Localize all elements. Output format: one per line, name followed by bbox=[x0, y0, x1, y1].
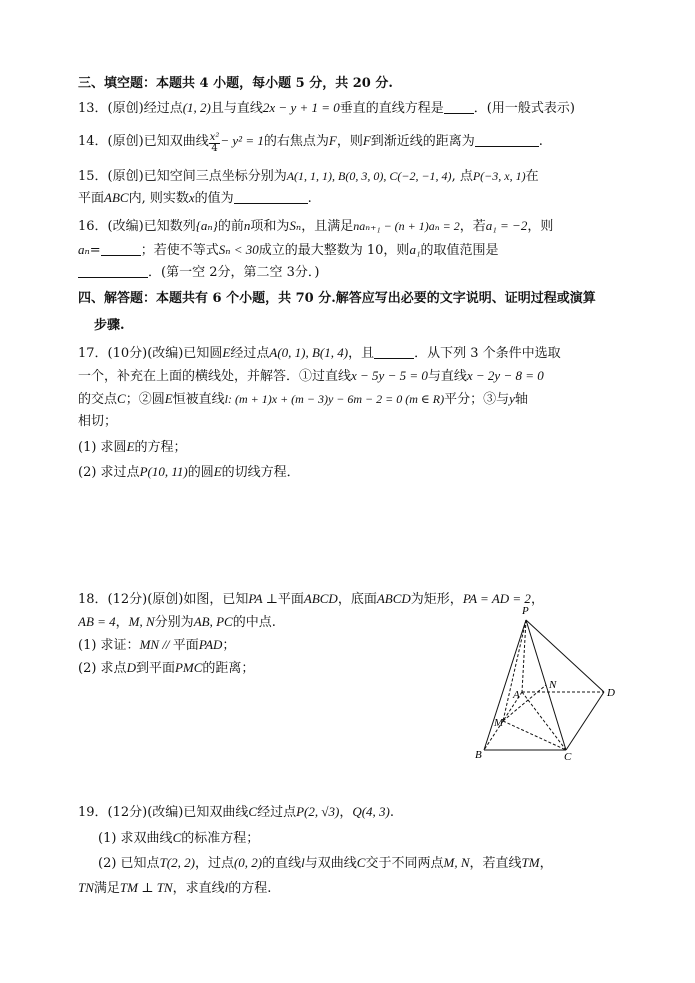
q18-part2-text: 到平面 bbox=[135, 661, 175, 676]
section3-heading-text: 三、填空题：本题共 4 小题，每小题 5 分，共 20 分. bbox=[78, 76, 393, 91]
q18-math: AB, PC bbox=[193, 614, 233, 629]
edge-CD bbox=[566, 692, 604, 750]
q17-text: 轴 bbox=[514, 392, 528, 407]
q17-part1-text: 的方程； bbox=[134, 440, 187, 455]
q18-math: PA = AD = 2 bbox=[462, 591, 531, 606]
q18-number: 18． bbox=[78, 592, 108, 607]
q13-text: 垂直的直线方程是 bbox=[339, 101, 444, 116]
q13-text: 且与直线 bbox=[210, 101, 263, 116]
q19-part2-text: 与双曲线 bbox=[304, 856, 357, 871]
q14-number: 14． bbox=[78, 134, 108, 149]
q17-part2-text: 的切线方程． bbox=[221, 465, 300, 480]
question-18-part2 bbox=[78, 658, 458, 679]
q17-math: y bbox=[509, 391, 515, 406]
question-15-line1 bbox=[78, 166, 638, 187]
q18-math: ABCD bbox=[303, 591, 338, 606]
q17-score: (10分) bbox=[107, 346, 148, 361]
q19-text: 经过点 bbox=[257, 805, 297, 820]
question-14 bbox=[78, 128, 638, 154]
q18-text: 平面 bbox=[277, 592, 304, 607]
q19-part2-text: 的直线 bbox=[262, 856, 302, 871]
q19-part2-text: ， bbox=[539, 856, 553, 871]
q16-text: 的取值范围是 bbox=[420, 243, 499, 258]
q18-text: ，底面 bbox=[337, 592, 377, 607]
q19-part2-math: C bbox=[356, 855, 366, 870]
q14-math: F bbox=[328, 133, 337, 148]
q19-math: C bbox=[248, 804, 258, 819]
q18-tag: (原创) bbox=[147, 592, 184, 607]
q19-part2-text: 满足 bbox=[93, 881, 120, 896]
q19-part2-math: TM bbox=[521, 855, 540, 870]
section4-heading-line2 bbox=[94, 316, 654, 336]
q18-text: ， bbox=[115, 615, 129, 630]
label-C: C bbox=[564, 751, 572, 763]
question-18-part1 bbox=[78, 635, 458, 656]
q19-score: (12分) bbox=[107, 805, 148, 820]
q17-number: 17． bbox=[78, 346, 108, 361]
q17-math: C bbox=[117, 391, 126, 406]
question-17-line3 bbox=[78, 389, 638, 410]
q18-text: ， bbox=[530, 592, 544, 607]
q18-text: 的中点. bbox=[232, 615, 276, 630]
edge-PB bbox=[484, 620, 526, 750]
q17-part2-math: P(10, 11) bbox=[139, 464, 188, 479]
q14-math: − y² = 1 bbox=[220, 133, 264, 148]
q17-text: 已知圆 bbox=[183, 346, 223, 361]
question-17-part1 bbox=[78, 437, 638, 458]
q18-part2-text: 的距离； bbox=[202, 661, 255, 676]
q18-math: M, N bbox=[128, 614, 155, 629]
q18-part2-math: PMC bbox=[174, 660, 203, 675]
pyramid-figure bbox=[470, 600, 630, 765]
q14-fraction bbox=[209, 133, 221, 154]
q17-text: ；②圆 bbox=[125, 392, 165, 407]
q17-text: 一个，补充在上面的横线处，并解答．①过直线 bbox=[78, 369, 352, 384]
question-16-line3 bbox=[78, 263, 638, 283]
q16-text: ．(第一空 2分，第二空 3分．) bbox=[148, 265, 320, 280]
q16-math: Sₙ bbox=[289, 218, 302, 233]
q16-tag: (改编) bbox=[107, 219, 144, 234]
section4-heading-text: 四、解答题：本题共有 6 个小题，共 70 分.解答应写出必要的文字说明、证明过程或演算 bbox=[78, 291, 596, 306]
q16-math: a₁ bbox=[409, 242, 421, 257]
q19-part2-math: l bbox=[224, 880, 229, 895]
q14-text: . bbox=[538, 134, 543, 149]
question-17-line1 bbox=[78, 343, 638, 364]
q16-text: 已知数列 bbox=[143, 219, 196, 234]
q15-text: , 点 bbox=[451, 169, 473, 184]
q19-math: P(2, √3) bbox=[296, 804, 340, 819]
q16-text: ，若 bbox=[459, 219, 486, 234]
q16-answer-blank-1[interactable] bbox=[101, 241, 141, 256]
q18-math: PA ⊥ bbox=[248, 591, 278, 606]
q19-math: Q(4, 3) bbox=[352, 804, 390, 819]
label-A: A bbox=[513, 689, 520, 701]
q17-math: E bbox=[222, 345, 231, 360]
q17-text: 与直线 bbox=[427, 369, 467, 384]
label-B: B bbox=[475, 749, 482, 761]
q16-math: aₙ bbox=[78, 242, 90, 257]
q15-tag: (原创) bbox=[107, 169, 144, 184]
q16-math: Sₙ < 30 bbox=[218, 242, 259, 257]
q19-part2-text: 交于不同两点 bbox=[365, 856, 444, 871]
label-D: D bbox=[607, 687, 615, 699]
q17-text: 的交点 bbox=[78, 392, 118, 407]
segment-PM bbox=[503, 620, 526, 721]
section4-heading-line1 bbox=[78, 289, 638, 309]
q13-answer-blank[interactable] bbox=[444, 99, 474, 114]
q19-part2-math: l bbox=[301, 855, 305, 870]
q18-text: 分别为 bbox=[154, 615, 194, 630]
edge-PD bbox=[526, 620, 604, 692]
q15-math: x bbox=[188, 190, 195, 205]
q16-text: = bbox=[89, 243, 101, 258]
section3-heading bbox=[78, 74, 638, 94]
q19-part1-text: 的标准方程； bbox=[181, 831, 260, 846]
question-16-line1 bbox=[78, 216, 638, 237]
q15-math: A(1, 1, 1), B(0, 3, 0), C(−2, −1, 4) bbox=[286, 169, 452, 183]
q16-math: naₙ₊₁ − (n + 1)aₙ = 2 bbox=[353, 219, 460, 233]
q14-text: 到渐近线的距离为 bbox=[370, 134, 475, 149]
q19-part2-text: (2) 已知点 bbox=[98, 856, 160, 871]
q17-math: x − 2y − 8 = 0 bbox=[466, 368, 544, 383]
q17-math: l: (m + 1)x + (m − 3)y − 6m − 2 = 0 (m ∈ R) bbox=[224, 392, 445, 406]
q13-math: (1, 2) bbox=[182, 100, 211, 115]
q15-text: 平面 bbox=[78, 191, 105, 206]
q17-part2-math: E bbox=[213, 464, 222, 479]
q17-text: 平分；③与 bbox=[444, 392, 510, 407]
q18-part2-text: (2) 求点 bbox=[78, 661, 127, 676]
q14-math: F bbox=[362, 133, 371, 148]
q18-text: 如图，已知 bbox=[183, 592, 249, 607]
q18-math: ABCD bbox=[376, 591, 411, 606]
label-P: P bbox=[522, 605, 529, 617]
segment-MN bbox=[503, 685, 546, 721]
q19-part2-text: ，若直线 bbox=[469, 856, 522, 871]
q13-math: 2x − y + 1 = 0 bbox=[262, 100, 340, 115]
q17-condition-blank[interactable] bbox=[374, 344, 414, 359]
q15-text: 内, 则实数 bbox=[128, 191, 189, 206]
q13-tag: (原创) bbox=[107, 101, 144, 116]
q19-part2-text: 的方程. bbox=[228, 881, 272, 896]
q15-math: ABC bbox=[104, 190, 129, 205]
q19-part1-math: C bbox=[172, 830, 182, 845]
q17-math: E bbox=[164, 391, 173, 406]
q15-text: . bbox=[307, 191, 312, 206]
q17-text: 相切； bbox=[78, 414, 118, 429]
q15-answer-blank[interactable] bbox=[234, 189, 308, 204]
q19-part2-text: ，求直线 bbox=[172, 881, 225, 896]
question-15-line2 bbox=[78, 188, 638, 209]
q13-text: ．(用一般式表示) bbox=[473, 101, 575, 116]
q16-answer-blank-2[interactable] bbox=[78, 263, 148, 278]
q18-part1-math: MN // bbox=[139, 637, 173, 652]
q14-text: ，则 bbox=[336, 134, 363, 149]
q19-part2-math: TN bbox=[78, 880, 94, 895]
segment-AC bbox=[522, 692, 566, 750]
q18-part1-text: 平面 bbox=[172, 638, 199, 653]
q17-tag: (改编) bbox=[147, 346, 184, 361]
q19-tag: (改编) bbox=[147, 805, 184, 820]
q14-answer-blank[interactable] bbox=[475, 132, 539, 147]
q13-text: 经过点 bbox=[143, 101, 183, 116]
section4-heading-text-2: 步骤. bbox=[94, 318, 125, 333]
q19-text: 已知双曲线 bbox=[183, 805, 249, 820]
q17-math: A(0, 1), B(1, 4) bbox=[269, 345, 349, 360]
question-13 bbox=[78, 98, 638, 119]
label-N: N bbox=[549, 679, 557, 691]
q18-math: AB = 4 bbox=[78, 614, 116, 629]
q17-math: x − 5y − 5 = 0 bbox=[351, 368, 428, 383]
segment-MC bbox=[503, 721, 566, 750]
question-19-part2-line1 bbox=[98, 853, 638, 874]
q15-number: 15． bbox=[78, 169, 108, 184]
q16-math: {aₙ} bbox=[195, 218, 218, 233]
question-16-line2 bbox=[78, 240, 638, 261]
q14-text: 已知双曲线 bbox=[143, 134, 209, 149]
q17-text: ，且 bbox=[348, 346, 375, 361]
question-19-part1 bbox=[98, 828, 658, 849]
q17-text: 恒被直线 bbox=[172, 392, 225, 407]
question-17-part2 bbox=[78, 462, 638, 483]
q16-math: a₁ = −2 bbox=[485, 218, 528, 233]
q16-text: ；若使不等式 bbox=[140, 243, 219, 258]
q18-part1-math: PAD bbox=[198, 637, 223, 652]
q16-math: n bbox=[243, 218, 251, 233]
q13-number: 13． bbox=[78, 101, 108, 116]
q16-text: 成立的最大整数为 10，则 bbox=[258, 243, 410, 258]
question-17-line4 bbox=[78, 412, 638, 432]
q14-text: 的右焦点为 bbox=[263, 134, 329, 149]
q17-part2-text: (2) 求过点 bbox=[78, 465, 140, 480]
q19-part2-math: TM ⊥ TN bbox=[119, 880, 173, 895]
q14-fraction-numerator: x² bbox=[209, 132, 220, 143]
q17-part1-math: E bbox=[126, 439, 135, 454]
q18-text: 为矩形， bbox=[410, 592, 463, 607]
question-19-line1 bbox=[78, 802, 638, 823]
q18-part2-math: D bbox=[126, 660, 136, 675]
q17-text: ．从下列 3 个条件中选取 bbox=[414, 346, 561, 361]
q16-text: 的前 bbox=[217, 219, 244, 234]
q14-fraction-denominator: 4 bbox=[211, 143, 218, 154]
q17-part2-text: 的圆 bbox=[187, 465, 214, 480]
q16-text: ，且满足 bbox=[301, 219, 354, 234]
q16-text: 项和为 bbox=[250, 219, 290, 234]
q19-text: . bbox=[389, 805, 395, 820]
q19-part1-text: (1) 求双曲线 bbox=[98, 831, 173, 846]
q15-text: 在 bbox=[525, 169, 539, 184]
question-19-part2-line2 bbox=[78, 878, 638, 899]
q19-text: ， bbox=[339, 805, 353, 820]
q19-part2-math: M, N bbox=[443, 855, 470, 870]
q17-text: 经过点 bbox=[230, 346, 270, 361]
question-17-line2 bbox=[78, 366, 638, 387]
q19-part2-text: ，过点 bbox=[194, 856, 234, 871]
q19-part2-math: (0, 2) bbox=[233, 855, 263, 870]
q15-text: 已知空间三点坐标分别为 bbox=[143, 169, 287, 184]
q16-text: ，则 bbox=[527, 219, 554, 234]
q15-math: P(−3, x, 1) bbox=[472, 169, 526, 183]
q16-number: 16． bbox=[78, 219, 108, 234]
q14-tag: (原创) bbox=[107, 134, 144, 149]
q19-part2-math: T(2, 2) bbox=[159, 855, 195, 870]
q18-score: (12分) bbox=[107, 592, 148, 607]
q15-text: 的值为 bbox=[194, 191, 234, 206]
label-M: M bbox=[494, 717, 504, 729]
q17-part1-text: (1) 求圆 bbox=[78, 440, 127, 455]
q19-number: 19． bbox=[78, 805, 108, 820]
q18-part1-text: ； bbox=[222, 638, 236, 653]
q18-part1-text: (1) 求证： bbox=[78, 638, 140, 653]
